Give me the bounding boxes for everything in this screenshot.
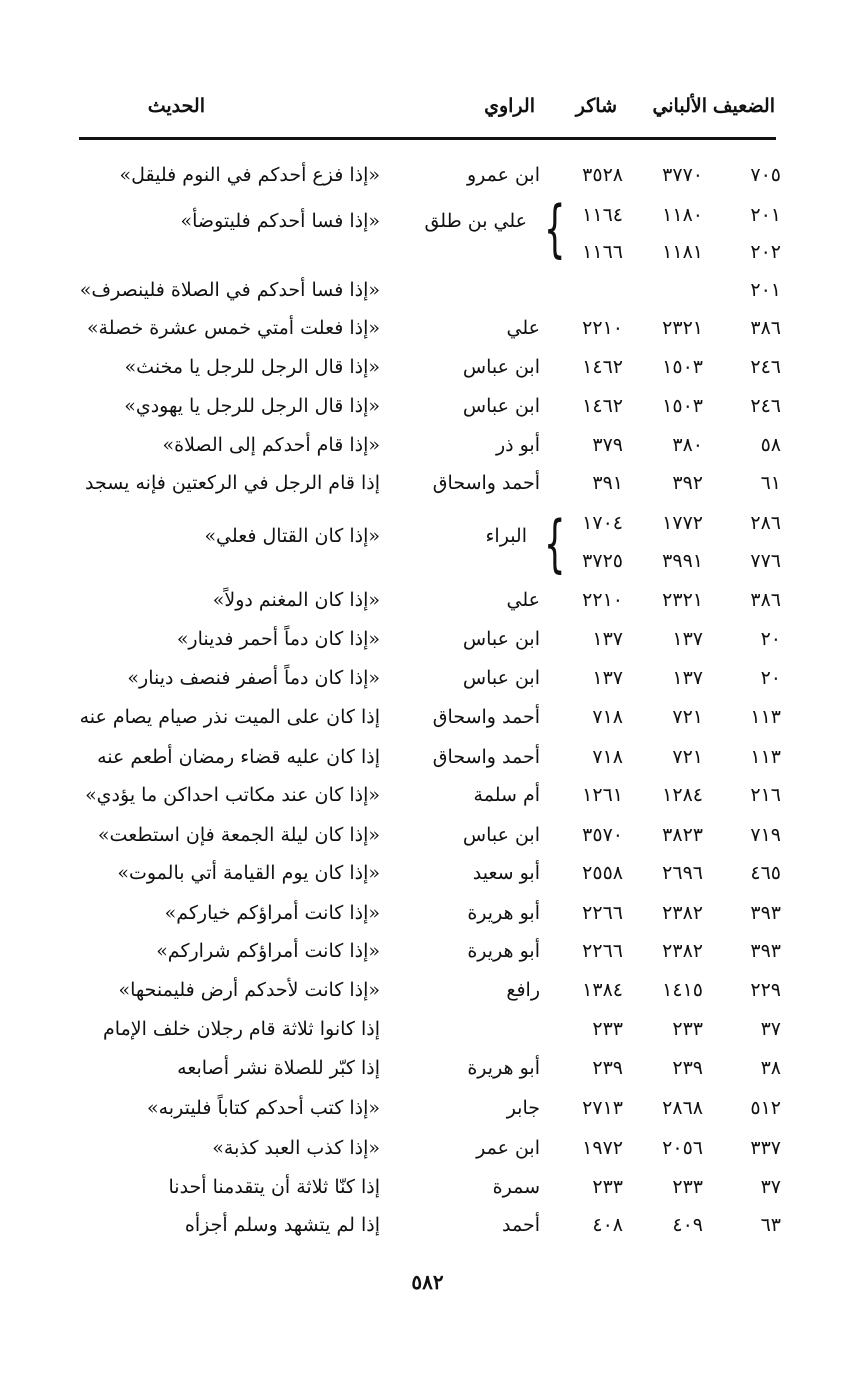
cell-shakir: ١٣٧ (592, 628, 623, 650)
cell-hadith: «إذا قال الرجل للرجل يا يهودي» (124, 395, 380, 417)
page-number: ٥٨٢ (411, 1270, 444, 1294)
cell-albani: ١٣٧ (672, 628, 703, 650)
cell-albani: ٢٣٣ (672, 1018, 703, 1040)
table-row (0, 742, 855, 780)
group-brace: } (543, 507, 566, 580)
cell-shakir: ٧١٨ (592, 746, 623, 768)
cell-albani: ١٥٠٣ (662, 395, 703, 417)
cell-albani: ٤٠٩ (672, 1214, 703, 1236)
table-row (0, 546, 855, 584)
group-rawi-bara: البراء (485, 525, 527, 547)
cell-rawi: ابن عمرو (466, 164, 540, 186)
cell-shakir: ١٩٧٢ (582, 1137, 623, 1159)
cell-hadith: «إذا كتب أحدكم كتاباً فليتربه» (147, 1097, 380, 1119)
table-row (0, 237, 855, 275)
cell-rawi: أحمد (502, 1214, 540, 1236)
cell-daif: ٦٣ (760, 1214, 781, 1236)
cell-hadith: إذا قام الرجل في الركعتين فإنه يسجد (84, 472, 380, 494)
cell-daif: ٣٣٧ (750, 1137, 781, 1159)
table-row (0, 1093, 855, 1131)
cell-daif: ٦١ (760, 472, 781, 494)
header-daif: الضعيف (712, 95, 775, 117)
cell-shakir: ١٢٦١ (582, 784, 623, 806)
cell-shakir: ٣٥٢٨ (582, 164, 623, 186)
cell-daif: ٣٨ (760, 1057, 781, 1079)
cell-shakir: ١٤٦٢ (582, 356, 623, 378)
cell-shakir: ١٧٠٤ (582, 512, 623, 534)
cell-daif: ٣٧ (760, 1176, 781, 1198)
cell-shakir: ٢٣٣ (592, 1176, 623, 1198)
cell-albani: ٢٣٨٢ (662, 940, 703, 962)
cell-shakir: ٢٢٦٦ (582, 902, 623, 924)
cell-daif: ٥٨ (760, 434, 781, 456)
cell-rawi: ابن عباس (462, 395, 540, 417)
cell-shakir: ٢٢١٠ (582, 317, 623, 339)
cell-albani: ٧٢١ (672, 746, 703, 768)
cell-daif: ٣٨٦ (750, 589, 781, 611)
cell-rawi: ابن عباس (462, 824, 540, 846)
cell-daif: ٢٠٢ (750, 241, 781, 263)
cell-shakir: ٢٧١٣ (582, 1097, 623, 1119)
cell-hadith: «إذا كذب العبد كذبة» (212, 1137, 380, 1159)
cell-albani: ١٤١٥ (662, 979, 703, 1001)
cell-daif: ٣٨٦ (750, 317, 781, 339)
cell-hadith: «إذا كان دماً أصفر فنصف دينار» (127, 667, 380, 689)
cell-daif: ٢٠١ (750, 204, 781, 226)
cell-daif: ٧١٩ (750, 824, 781, 846)
cell-shakir: ٢٢٦٦ (582, 940, 623, 962)
cell-shakir: ٧١٨ (592, 706, 623, 728)
cell-shakir: ١٤٦٢ (582, 395, 623, 417)
table-row (0, 1014, 855, 1052)
cell-daif: ١١٣ (750, 706, 781, 728)
cell-rawi: علي (506, 317, 540, 339)
cell-daif: ٣٩٣ (750, 940, 781, 962)
header-albani: الألباني (652, 95, 707, 117)
header-rawi: الراوي (484, 95, 535, 117)
header-rule (79, 137, 776, 140)
cell-hadith: إذا كان عليه قضاء رمضان أطعم عنه (97, 746, 380, 768)
cell-rawi: ابن عباس (462, 628, 540, 650)
cell-daif: ١١٣ (750, 746, 781, 768)
cell-hadith: إذا كانوا ثلاثة قام رجلان خلف الإمام (103, 1018, 380, 1040)
table-row (0, 391, 855, 429)
table-row (0, 663, 855, 701)
cell-shakir: ٣٩١ (592, 472, 623, 494)
cell-rawi: أم سلمة (473, 784, 540, 806)
cell-hadith: «إذا قام أحدكم إلى الصلاة» (162, 434, 380, 456)
cell-albani: ١٣٧ (672, 667, 703, 689)
table-row (0, 1133, 855, 1171)
cell-rawi: أبو هريرة (467, 902, 540, 924)
cell-daif: ٢٠١ (750, 279, 781, 301)
cell-rawi: ابن عمر (476, 1137, 540, 1159)
cell-rawi: أبو سعيد (472, 862, 540, 884)
cell-daif: ٢٨٦ (750, 512, 781, 534)
cell-albani: ٧٢١ (672, 706, 703, 728)
cell-hadith: «إذا قال الرجل للرجل يا مخنث» (124, 356, 380, 378)
group-hadith-ali-bin-talq: «إذا فسا أحدكم فليتوضأ» (180, 210, 380, 232)
table-row (0, 975, 855, 1013)
table-row (0, 936, 855, 974)
group-hadith-bara: «إذا كان القتال فعلي» (204, 525, 380, 547)
cell-shakir: ١٣٧ (592, 667, 623, 689)
cell-shakir: ١١٦٦ (582, 241, 623, 263)
cell-rawi: أحمد واسحاق (432, 472, 540, 494)
header-shakir: شاكر (575, 95, 617, 117)
cell-daif: ٤٦٥ (750, 862, 781, 884)
cell-albani: ٢٣٨٢ (662, 902, 703, 924)
cell-hadith: «إذا كان يوم القيامة أتي بالموت» (117, 862, 380, 884)
cell-hadith: «إذا فزع أحدكم في النوم فليقل» (119, 164, 380, 186)
cell-daif: ٣٩٣ (750, 902, 781, 924)
table-row (0, 468, 855, 506)
table-row (0, 1210, 855, 1248)
cell-hadith: إذا كبّر للصلاة نشر أصابعه (177, 1057, 380, 1079)
cell-shakir: ١٣٨٤ (582, 979, 623, 1001)
cell-hadith: «إذا كان ليلة الجمعة فإن استطعت» (97, 824, 380, 846)
cell-hadith: «إذا كان المغنم دولاً» (212, 589, 380, 611)
cell-albani: ٣٩٢ (672, 472, 703, 494)
cell-shakir: ٢٥٥٨ (582, 862, 623, 884)
cell-albani: ٢٣٢١ (662, 317, 703, 339)
cell-hadith: «إذا كان عند مكاتب احداكن ما يؤدي» (85, 784, 380, 806)
cell-rawi: أبو هريرة (467, 940, 540, 962)
cell-daif: ٢١٦ (750, 784, 781, 806)
cell-hadith: «إذا كانت أمراؤكم خياركم» (164, 902, 380, 924)
cell-albani: ٢٣٣ (672, 1176, 703, 1198)
cell-daif: ٧٠٥ (750, 164, 781, 186)
table-row (0, 1053, 855, 1091)
cell-albani: ٢٦٩٦ (662, 862, 703, 884)
cell-hadith: «إذا فسا أحدكم في الصلاة فلينصرف» (79, 279, 380, 301)
cell-rawi: أبو هريرة (467, 1057, 540, 1079)
cell-hadith: «إذا فعلت أمتي خمس عشرة خصلة» (86, 317, 380, 339)
cell-daif: ٢٠ (760, 628, 781, 650)
cell-albani: ١٥٠٣ (662, 356, 703, 378)
cell-albani: ٣٩٩١ (662, 550, 703, 572)
cell-albani: ١١٨٠ (662, 204, 703, 226)
table-row (0, 585, 855, 623)
cell-hadith: إذا كان على الميت نذر صيام يصام عنه (79, 706, 380, 728)
table-row (0, 430, 855, 468)
cell-rawi: أحمد واسحاق (432, 706, 540, 728)
table-row (0, 1172, 855, 1210)
cell-rawi: أبو ذر (495, 434, 540, 456)
cell-daif: ٢٠ (760, 667, 781, 689)
cell-hadith: «إذا كان دماً أحمر فدينار» (176, 628, 380, 650)
cell-albani: ٢٣٩ (672, 1057, 703, 1079)
table-row (0, 780, 855, 818)
cell-daif: ٣٧ (760, 1018, 781, 1040)
cell-shakir: ٤٠٨ (592, 1214, 623, 1236)
cell-hadith: إذا كنّا ثلاثة أن يتقدمنا أحدنا (168, 1176, 380, 1198)
table-row (0, 858, 855, 896)
cell-rawi: جابر (506, 1097, 540, 1119)
cell-albani: ١١٨١ (662, 241, 703, 263)
cell-rawi: رافع (506, 979, 540, 1001)
cell-albani: ٢٠٥٦ (662, 1137, 703, 1159)
cell-daif: ٢٢٩ (750, 979, 781, 1001)
cell-shakir: ٢٢١٠ (582, 589, 623, 611)
table-row (0, 702, 855, 740)
group-brace: } (543, 192, 566, 265)
table-row (0, 820, 855, 858)
table-row (0, 275, 855, 313)
cell-rawi: سمرة (492, 1176, 540, 1198)
cell-albani: ١٧٧٢ (662, 512, 703, 534)
cell-albani: ٣٧٧٠ (662, 164, 703, 186)
cell-shakir: ٢٣٩ (592, 1057, 623, 1079)
cell-shakir: ٣٧٢٥ (582, 550, 623, 572)
cell-albani: ١٢٨٤ (662, 784, 703, 806)
table-row (0, 898, 855, 936)
group-rawi-ali-bin-talq: علي بن طلق (424, 210, 527, 232)
cell-rawi: علي (506, 589, 540, 611)
cell-albani: ٢٣٢١ (662, 589, 703, 611)
cell-hadith: «إذا كانت أمراؤكم شراركم» (156, 940, 380, 962)
cell-shakir: ١١٦٤ (582, 204, 623, 226)
cell-albani: ٣٨٢٣ (662, 824, 703, 846)
cell-shakir: ٣٧٩ (592, 434, 623, 456)
cell-albani: ٢٨٦٨ (662, 1097, 703, 1119)
table-row (0, 624, 855, 662)
table-row (0, 313, 855, 351)
cell-daif: ٢٤٦ (750, 356, 781, 378)
cell-rawi: ابن عباس (462, 667, 540, 689)
table-row (0, 352, 855, 390)
cell-rawi: أحمد واسحاق (432, 746, 540, 768)
cell-daif: ٥١٢ (750, 1097, 781, 1119)
header-hadith: الحديث (147, 95, 205, 117)
cell-albani: ٣٨٠ (672, 434, 703, 456)
cell-hadith: «إذا كانت لأحدكم أرض فليمنحها» (118, 979, 380, 1001)
cell-shakir: ٢٣٣ (592, 1018, 623, 1040)
cell-hadith: إذا لم يتشهد وسلم أجزأه (184, 1214, 380, 1236)
cell-daif: ٧٧٦ (750, 550, 781, 572)
table-header (0, 95, 855, 131)
cell-daif: ٢٤٦ (750, 395, 781, 417)
cell-shakir: ٣٥٧٠ (582, 824, 623, 846)
cell-rawi: ابن عباس (462, 356, 540, 378)
table-row (0, 160, 855, 198)
